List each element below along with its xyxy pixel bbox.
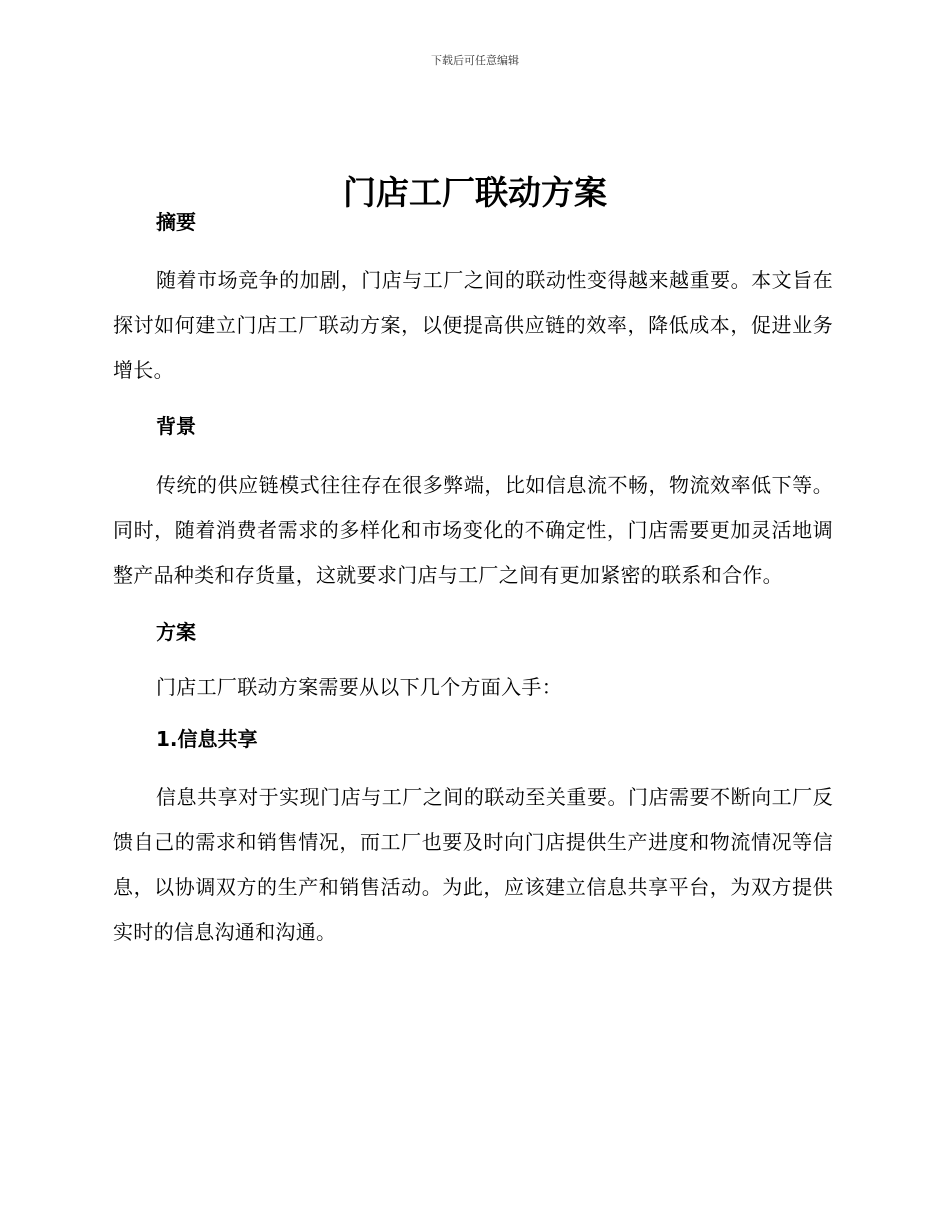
section-heading-info-sharing: 1.信息共享 bbox=[156, 727, 258, 751]
section-heading-abstract: 摘要 bbox=[156, 210, 196, 234]
section-paragraph-background: 传统的供应链模式往往存在很多弊端，比如信息流不畅，物流效率低下等。同时，随着消费者需求的多样化和市场变化的不确定性，门店需要更加灵活地调整产品种类和存货量，这就要求门店与工厂之间有更加紧密的联系和合作。 bbox=[113, 473, 833, 587]
section-paragraph-plan: 门店工厂联动方案需要从以下几个方面入手： bbox=[156, 675, 562, 699]
section-heading-plan: 方案 bbox=[156, 620, 196, 644]
section-paragraph-abstract: 随着市场竞争的加剧，门店与工厂之间的联动性变得越来越重要。本文旨在探讨如何建立门店工厂联动方案，以便提高供应链的效率，降低成本，促进业务增长。 bbox=[113, 268, 833, 382]
section-paragraph-info-sharing: 信息共享对于实现门店与工厂之间的联动至关重要。门店需要不断向工厂反馈自己的需求和销售情况，而工厂也要及时向门店提供生产进度和物流情况等信息，以协调双方的生产和销售活动。为此，应该建立信息共享平台，为双方提供实时的信息沟通和沟通。 bbox=[113, 785, 833, 944]
document-body bbox=[113, 204, 833, 955]
section-heading-background: 背景 bbox=[156, 414, 196, 438]
header-watermark: 下载后可任意编辑 bbox=[431, 54, 519, 67]
document-title: 门店工厂联动方案 bbox=[343, 173, 607, 213]
